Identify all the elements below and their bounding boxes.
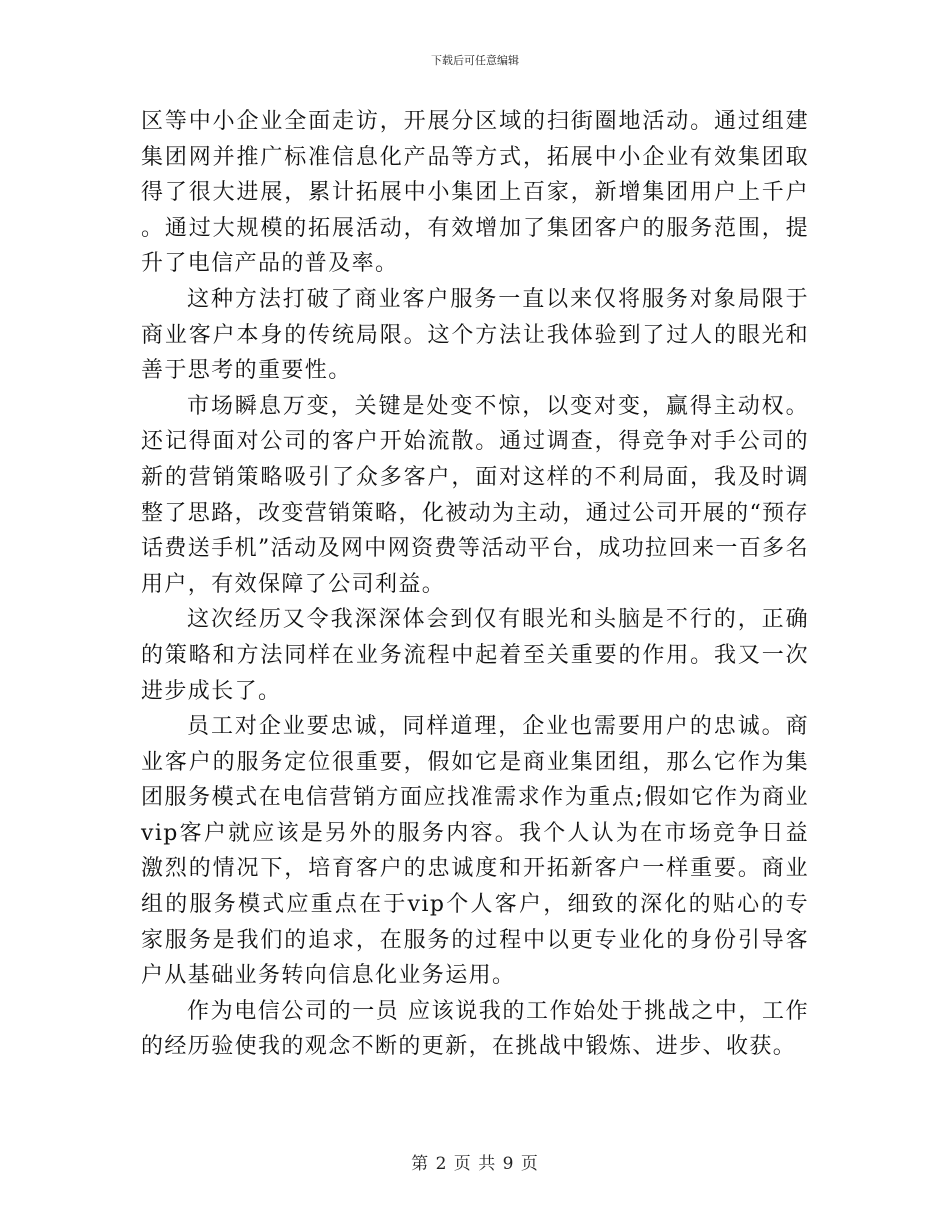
paragraph: 区等中小企业全面走访，开展分区域的扫街圈地活动。通过组建集团网并推广标准信息化产品等方式，拓展中小企业有效集团取得了很大进展，累计拓展中小集团上百家，新增集团用户上千户。通过大规模的拓展活动，有效增加了集团客户的服务范围，提升了电信产品的普及率。 [141,109,809,277]
document-body [141,104,809,1065]
page-header-note: 下载后可任意编辑 [431,54,519,67]
paragraph: 这次经历又令我深深体会到仅有眼光和头脑是不行的，正确的策略和方法同样在业务流程中起着至关重要的作用。我又一次进步成长了。 [141,607,809,704]
paragraph: 市场瞬息万变，关键是处变不惊，以变对变，赢得主动权。还记得面对公司的客户开始流散。通过调查，得竞争对手公司的新的营销策略吸引了众多客户，面对这样的不利局面，我及时调整了思路，改变营销策略，化被动为主动，通过公司开展的“预存话费送手机”活动及网中网资费等活动平台，成功拉回来一百多名用户，有效保障了公司利益。 [141,393,809,597]
paragraph: 员工对企业要忠诚，同样道理，企业也需要用户的忠诚。商业客户的服务定位很重要，假如它是商业集团组，那么它作为集团服务模式在电信营销方面应找准需求作为重点;假如它作为商业vip客户就应该是另外的服务内容。我个人认为在市场竞争日益激烈的情况下，培育客户的忠诚度和开拓新客户一样重要。商业组的服务模式应重点在于vip个人客户，细致的深化的贴心的专家服务是我们的追求，在服务的过程中以更专业化的身份引导客户从基础业务转向信息化业务运用。 [141,714,809,989]
paragraph: 这种方法打破了商业客户服务一直以来仅将服务对象局限于商业客户本身的传统局限。这个方法让我体验到了过人的眼光和善于思考的重要性。 [141,286,809,384]
page-number: 第 2 页 共 9 页 [411,1154,539,1174]
paragraph: 作为电信公司的一员 应该说我的工作始处于挑战之中，工作的经历验使我的观念不断的更新，在挑战中锻炼、进步、收获。 [141,998,809,1060]
